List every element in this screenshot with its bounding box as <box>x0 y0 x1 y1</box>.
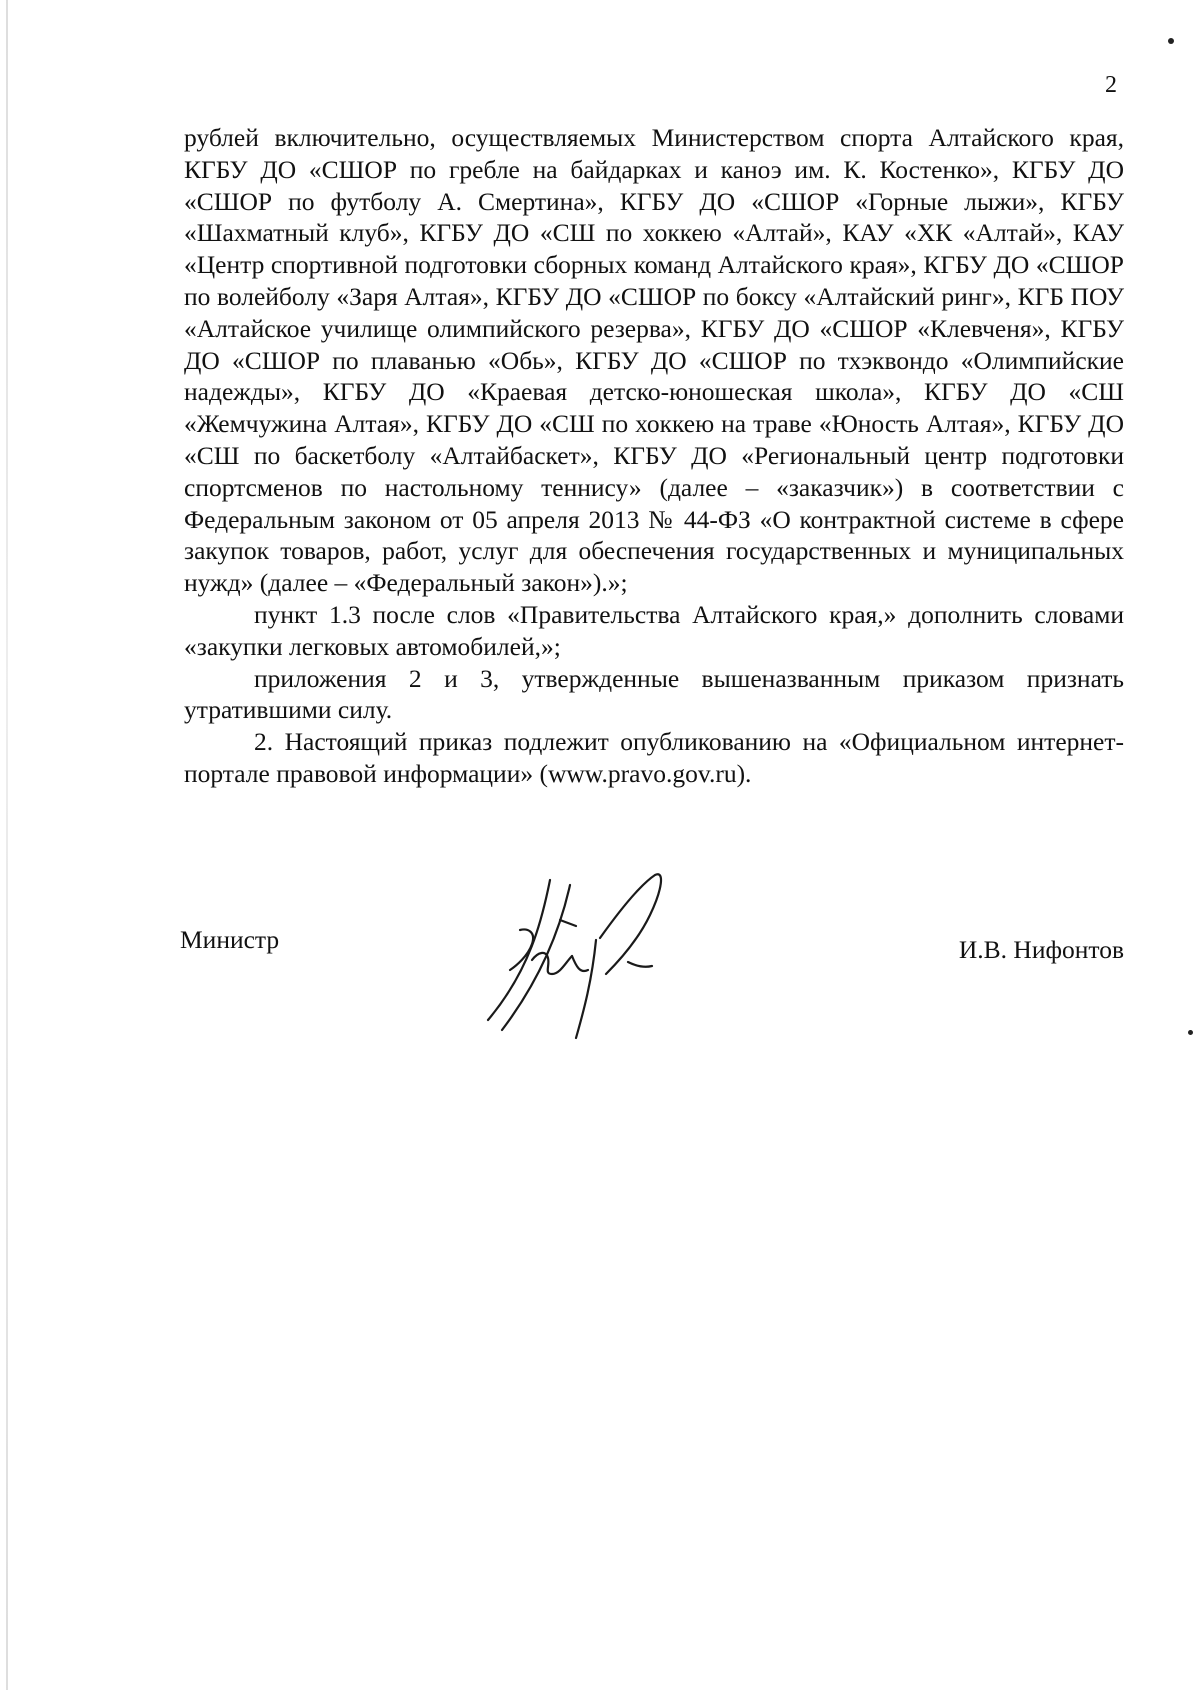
scan-speck <box>1168 38 1174 44</box>
paragraph: 2. Настоящий приказ подлежит опубликованию на «Официальном интернет-портале правовой информации» (www.pravo.gov.ru). <box>184 727 1124 788</box>
position-title: Министр <box>180 925 280 954</box>
scan-edge <box>6 0 8 1690</box>
scan-speck <box>1188 1030 1193 1035</box>
paragraph: рублей включительно, осуществляемых Министерством спорта Алтайского края, КГБУ ДО «СШОР по гребле на байдарках и каноэ им. К. Костенко», КГБУ ДО «СШОР по футболу А. Смертина», КГБУ ДО «СШОР «Горные лыжи», КГБУ «Шахматный клуб», КГБУ ДО «СШ по хоккею «Алтай», КАУ «ХК «Алтай», КАУ «Центр спортивной подготовки сборных команд Алтайского края», КГБУ ДО «СШОР по волейболу «Заря Алтая», КГБУ ДО «СШОР по боксу «Алтайский ринг», КГБ ПОУ «Алтайское училище олимпийского резерва», КГБУ ДО «СШОР «Клевченя», КГБУ ДО «СШОР по плаванью «Обь», КГБУ ДО «СШОР по тхэквондо «Олимпийские надежды», КГБУ ДО «Краевая детско-юношеская школа», КГБУ ДО «СШ «Жемчужина Алтая», КГБУ ДО «СШ по хоккею на траве «Юность Алтая», КГБУ ДО «СШ по баскетболу «Алтайбаскет», КГБУ ДО «Региональный центр подготовки спортсменов по настольному теннису» (далее – «заказчик») в соответствии с Федеральным законом от 05 апреля 2013 № 44-ФЗ «О контрактной системе в сфере закупок товаров, работ, услуг для обеспечения государственных и муниципальных нужд» (далее – «Федеральный закон»).»; <box>184 123 1124 598</box>
handwritten-signature-icon <box>480 870 700 1040</box>
paragraph: пункт 1.3 после слов «Правительства Алтайского края,» дополнить словами «закупки легковых автомобилей,»; <box>184 599 1124 661</box>
paragraph: приложения 2 и 3, утвержденные вышеназванным приказом признать утратившими силу. <box>184 663 1124 725</box>
signatory-name: И.В. Нифонтов <box>958 935 1124 964</box>
document-body <box>184 122 1124 790</box>
page-number: 2 <box>1105 72 1117 98</box>
